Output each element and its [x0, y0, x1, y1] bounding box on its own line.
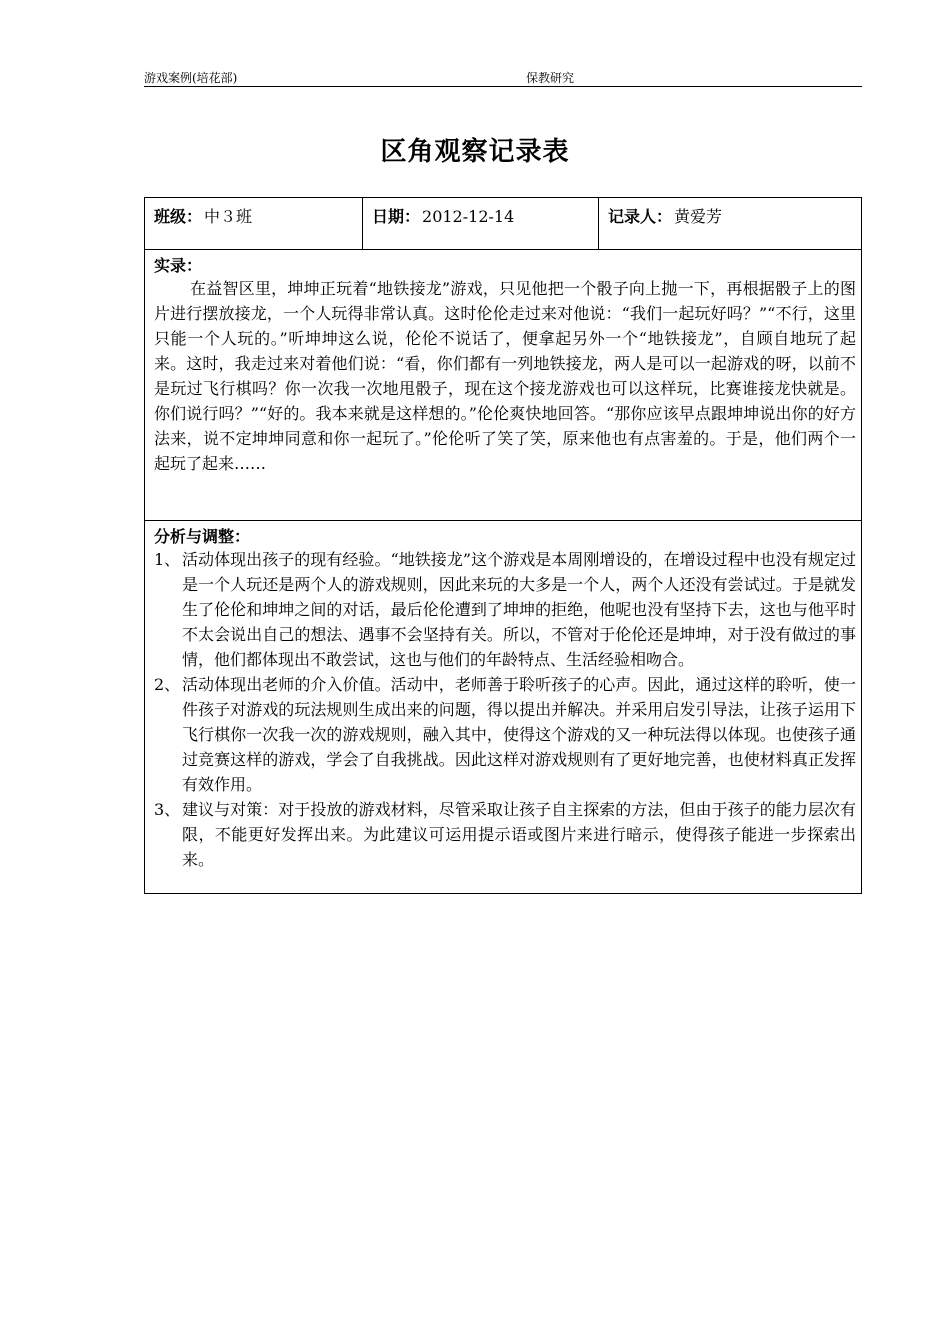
- analysis-item-text: 建议与对策：对于投放的游戏材料，尽管采取让孩子自主探索的方法，但由于孩子的能力层次有限，不能更好发挥出来。为此建议可运用提示语或图片来进行暗示，使得孩子能进一步探索出来。: [182, 800, 856, 869]
- class-cell: [145, 198, 363, 249]
- analysis-item-number: 1、: [154, 550, 181, 569]
- analysis-item-text: 活动体现出孩子的现有经验。“地铁接龙”这个游戏是本周刚增设的，在增设过程中也没有规定过是一个人玩还是两个人的游戏规则，因此来玩的大多是一个人，两个人还没有尝试过。于是就发生了伦伦和坤坤之间的对话，最后伦伦遭到了坤坤的拒绝，他呢也没有坚持下去，这也与他平时不太会说出自己的想法、遇事不会坚持有关。所以，不管对于伦伦还是坤坤，对于没有做过的事情，他们都体现出不敢尝试，这也与他们的年龄特点、生活经验相吻合。: [182, 550, 856, 669]
- info-row: [145, 198, 861, 250]
- date-label: 日期：: [372, 207, 421, 226]
- record-text: 在益智区里，坤坤正玩着“地铁接龙”游戏，只见他把一个骰子向上抛一下，再根据骰子上的图片进行摆放接龙，一个人玩得非常认真。这时伦伦走过来对他说：“我们一起玩好吗？”“不行，这里只能一个人玩的。”听坤坤这么说，伦伦不说话了，便拿起另外一个“地铁接龙”，自顾自地玩了起来。这时，我走过来对着他们说：“看，你们都有一列地铁接龙，两人是可以一起游戏的呀，以前不是玩过飞行棋吗？你一次我一次地甩骰子，现在这个接龙游戏也可以这样玩，比赛谁接龙快就是。你们说行吗？”“好的。我本来就是这样想的。”伦伦爽快地回答。“那你应该早点跟坤坤说出你的好方法来，说不定坤坤同意和你一起玩了。”伦伦听了笑了笑，原来他也有点害羞的。于是，他们两个一起玩了起来……: [154, 279, 856, 473]
- record-section: [145, 249, 861, 521]
- recorder-label: 记录人：: [608, 207, 673, 226]
- class-label: 班级：: [154, 207, 203, 226]
- recorder-cell: [599, 198, 861, 249]
- header-left-text: 游戏案例(培花部): [144, 71, 238, 85]
- analysis-item-number: 3、: [154, 800, 181, 819]
- page-header: [144, 64, 862, 87]
- analysis-list: [154, 547, 856, 872]
- analysis-section: [145, 520, 861, 893]
- class-value: 中３班: [204, 207, 253, 226]
- recorder-value: 黄爱芳: [674, 207, 723, 226]
- page-title: 区角观察记录表: [380, 137, 570, 167]
- header-center-text: 保教研究: [526, 71, 575, 85]
- analysis-item: [154, 797, 856, 872]
- analysis-item-text: 活动体现出老师的介入价值。活动中，老师善于聆听孩子的心声。因此，通过这样的聆听，使一件孩子对游戏的玩法规则生成出来的问题，得以提出并解决。并采用启发引导法，让孩子运用下飞行棋你一次我一次的游戏规则，融入其中，使得这个游戏的又一种玩法得以体现。也使孩子通过竞赛这样的游戏，学会了自我挑战。因此这样对游戏规则有了更好地完善，也使材料真正发挥有效作用。: [182, 675, 856, 794]
- date-value: 2012-12-14: [422, 207, 515, 226]
- record-label: 实录：: [154, 256, 203, 275]
- analysis-item: [154, 547, 856, 672]
- observation-table: [144, 197, 862, 894]
- analysis-label: 分析与调整：: [154, 527, 251, 546]
- date-cell: [363, 198, 599, 249]
- analysis-item-number: 2、: [154, 675, 181, 694]
- analysis-item: [154, 672, 856, 797]
